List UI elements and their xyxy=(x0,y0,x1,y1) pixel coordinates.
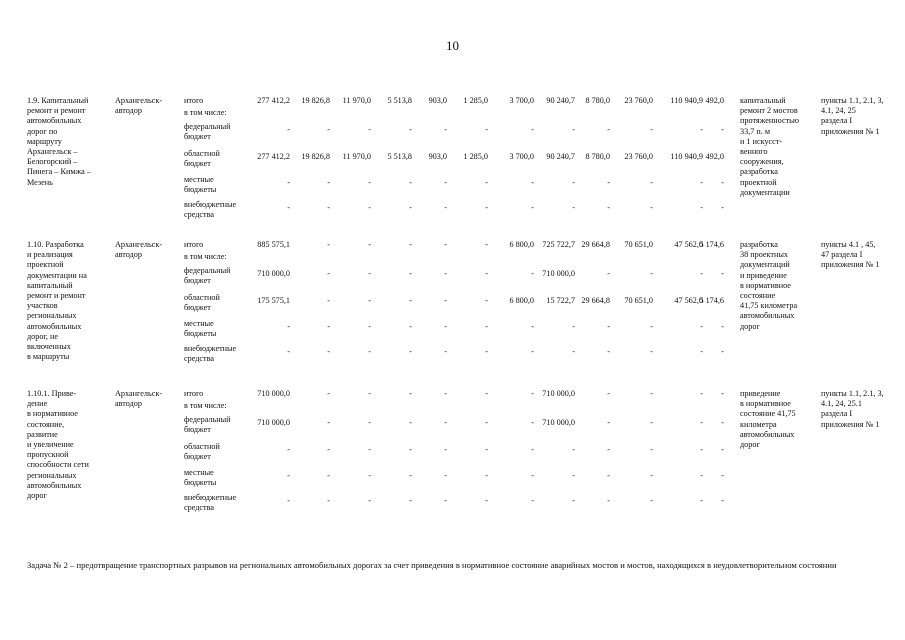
row-label: областной бюджет xyxy=(184,149,220,169)
table-cell: 492,0 xyxy=(705,152,724,161)
table-cell: - xyxy=(368,418,371,427)
table-cell: - xyxy=(409,203,412,212)
table-cell: - xyxy=(607,471,610,480)
table-cell: 90 240,7 xyxy=(546,152,575,161)
table-cell: 11 970,0 xyxy=(342,96,371,105)
table-cell: 29 664,8 xyxy=(581,240,610,249)
row-label: областной бюджет xyxy=(184,293,220,313)
table-cell: 885 575,1 xyxy=(257,240,290,249)
table-cell: - xyxy=(327,322,330,331)
table-cell: - xyxy=(700,389,703,398)
table-cell: - xyxy=(409,296,412,305)
table-cell: 70 651,0 xyxy=(624,240,653,249)
section-executor: Архангельск- автодор xyxy=(115,96,163,116)
table-cell: - xyxy=(607,445,610,454)
table-cell: - xyxy=(368,240,371,249)
table-cell: 110 940,9 xyxy=(670,152,703,161)
table-cell: - xyxy=(650,178,653,187)
table-cell: - xyxy=(700,203,703,212)
table-cell: 5 174,6 xyxy=(699,296,724,305)
table-cell: - xyxy=(650,418,653,427)
row-label: местные бюджеты xyxy=(184,175,217,195)
table-cell: 710 000,0 xyxy=(257,389,290,398)
table-cell: - xyxy=(444,322,447,331)
table-cell: - xyxy=(721,471,724,480)
row-label: в том числе: xyxy=(184,401,227,410)
section-reference: пункты 1.1, 2.1, 3, 4.1, 24, 25 раздела I приложения № 1 xyxy=(821,96,884,136)
table-cell: 725 722,7 xyxy=(542,240,575,249)
table-cell: - xyxy=(721,178,724,187)
section-executor: Архангельск- автодор xyxy=(115,389,163,409)
table-cell: - xyxy=(572,445,575,454)
table-cell: - xyxy=(287,178,290,187)
table-cell: 175 575,1 xyxy=(257,296,290,305)
table-cell: - xyxy=(287,322,290,331)
table-cell: 903,0 xyxy=(428,152,447,161)
table-cell: - xyxy=(531,203,534,212)
table-cell: - xyxy=(327,296,330,305)
table-cell: - xyxy=(368,178,371,187)
table-cell: 11 970,0 xyxy=(342,152,371,161)
table-cell: - xyxy=(700,125,703,134)
table-cell: - xyxy=(721,389,724,398)
table-cell: - xyxy=(531,178,534,187)
table-cell: - xyxy=(287,347,290,356)
table-cell: - xyxy=(485,322,488,331)
table-cell: - xyxy=(650,389,653,398)
table-cell: - xyxy=(572,178,575,187)
table-cell: - xyxy=(531,496,534,505)
table-cell: - xyxy=(485,418,488,427)
section-result: разработка 38 проектных документаций и приведение в нормативное состояние 41,75 километра автомобильных дорог xyxy=(740,240,798,331)
table-cell: - xyxy=(572,203,575,212)
table-cell: - xyxy=(700,496,703,505)
table-cell: - xyxy=(607,389,610,398)
table-cell: - xyxy=(721,269,724,278)
table-cell: 8 780,0 xyxy=(585,152,610,161)
table-cell: - xyxy=(485,445,488,454)
table-cell: - xyxy=(721,347,724,356)
table-cell: - xyxy=(700,269,703,278)
row-label: итого xyxy=(184,389,204,398)
row-label: итого xyxy=(184,240,204,249)
table-cell: - xyxy=(327,125,330,134)
table-cell: - xyxy=(700,445,703,454)
table-cell: - xyxy=(444,471,447,480)
table-cell: 3 700,0 xyxy=(509,96,534,105)
table-cell: - xyxy=(368,347,371,356)
table-cell: 5 513,8 xyxy=(387,96,412,105)
table-cell: 47 562,0 xyxy=(674,240,703,249)
table-cell: - xyxy=(327,496,330,505)
table-cell: - xyxy=(572,125,575,134)
row-label: итого xyxy=(184,96,204,105)
section-title: 1.10. Разработка и реализация проектной документации на капитальный ремонт и ремонт участков региональных автомобильных дорог, не включенных в маршруты xyxy=(27,240,87,362)
section-executor: Архангельск- автодор xyxy=(115,240,163,260)
table-cell: - xyxy=(287,496,290,505)
table-cell: - xyxy=(531,445,534,454)
table-cell: 8 780,0 xyxy=(585,96,610,105)
section-reference: пункты 4.1 , 45, 47 раздела I приложения № 1 xyxy=(821,240,880,270)
table-cell: - xyxy=(650,322,653,331)
row-label: внебюджетные средства xyxy=(184,344,237,364)
row-label: федеральный бюджет xyxy=(184,415,231,435)
table-cell: 1 285,0 xyxy=(463,152,488,161)
table-cell: 1 285,0 xyxy=(463,96,488,105)
section-title: 1.10.1. Приве- дение в нормативное состояние, развитие и увеличение пропускной способности сети региональных автомобильных дорог xyxy=(27,389,89,501)
table-cell: - xyxy=(531,389,534,398)
table-cell: 47 562,0 xyxy=(674,296,703,305)
table-cell: - xyxy=(531,322,534,331)
table-cell: 903,0 xyxy=(428,96,447,105)
table-cell: - xyxy=(607,178,610,187)
row-label: областной бюджет xyxy=(184,442,220,462)
table-cell: - xyxy=(368,203,371,212)
table-cell: 6 800,0 xyxy=(509,240,534,249)
table-cell: - xyxy=(444,445,447,454)
table-cell: - xyxy=(700,418,703,427)
table-cell: - xyxy=(531,269,534,278)
table-cell: - xyxy=(531,347,534,356)
table-cell: - xyxy=(721,322,724,331)
table-cell: 710 000,0 xyxy=(542,269,575,278)
table-cell: - xyxy=(327,445,330,454)
row-label: внебюджетные средства xyxy=(184,493,237,513)
table-cell: - xyxy=(531,125,534,134)
table-cell: 5 513,8 xyxy=(387,152,412,161)
table-cell: - xyxy=(287,471,290,480)
table-cell: 6 800,0 xyxy=(509,296,534,305)
table-cell: - xyxy=(444,389,447,398)
table-cell: - xyxy=(607,269,610,278)
table-cell: 277 412,2 xyxy=(257,152,290,161)
table-cell: - xyxy=(607,125,610,134)
table-cell: - xyxy=(572,496,575,505)
table-cell: - xyxy=(607,496,610,505)
table-cell: - xyxy=(607,418,610,427)
table-cell: 23 760,0 xyxy=(624,152,653,161)
section-result: капитальный ремонт 2 мостов протяженностью 33,7 п. м и 1 искусст- венного сооружения, разработка проектной документации xyxy=(740,96,800,197)
section-reference: пункты 1.1, 2.1, 3, 4.1, 24, 25.1 раздела I приложения № 1 xyxy=(821,389,884,429)
row-label: внебюджетные средства xyxy=(184,200,237,220)
table-cell: - xyxy=(287,203,290,212)
row-label: в том числе: xyxy=(184,252,227,261)
table-cell: - xyxy=(409,418,412,427)
table-cell: - xyxy=(650,203,653,212)
row-label: федеральный бюджет xyxy=(184,122,231,142)
table-cell: - xyxy=(327,203,330,212)
table-cell: 110 940,9 xyxy=(670,96,703,105)
table-cell: - xyxy=(700,178,703,187)
table-cell: - xyxy=(368,445,371,454)
table-cell: - xyxy=(444,496,447,505)
table-cell: - xyxy=(485,178,488,187)
table-cell: - xyxy=(444,418,447,427)
table-cell: - xyxy=(721,125,724,134)
row-label: местные бюджеты xyxy=(184,319,217,339)
table-cell: - xyxy=(409,178,412,187)
table-cell: - xyxy=(607,347,610,356)
section-title: 1.9. Капитальный ремонт и ремонт автомобильных дорог по маршруту Архангельск – Белогорский – Пинега – Кимжа – Мезень xyxy=(27,96,91,187)
section-result: приведение в нормативное состояние 41,75 километра автомобильных дорог xyxy=(740,389,796,450)
table-cell: - xyxy=(700,322,703,331)
table-cell: - xyxy=(409,389,412,398)
table-cell: - xyxy=(650,269,653,278)
table-cell: - xyxy=(327,418,330,427)
table-cell: - xyxy=(327,347,330,356)
table-cell: - xyxy=(444,178,447,187)
table-cell: - xyxy=(409,496,412,505)
table-cell: - xyxy=(368,389,371,398)
table-cell: - xyxy=(650,347,653,356)
row-label: федеральный бюджет xyxy=(184,266,231,286)
table-cell: - xyxy=(368,471,371,480)
table-cell: - xyxy=(327,240,330,249)
table-cell: 277 412,2 xyxy=(257,96,290,105)
table-cell: - xyxy=(368,496,371,505)
table-cell: 19 826,8 xyxy=(301,152,330,161)
table-cell: 29 664,8 xyxy=(581,296,610,305)
table-cell: 23 760,0 xyxy=(624,96,653,105)
table-cell: - xyxy=(287,125,290,134)
table-cell: - xyxy=(485,269,488,278)
table-cell: - xyxy=(650,445,653,454)
table-cell: - xyxy=(409,322,412,331)
table-cell: - xyxy=(485,471,488,480)
table-cell: 19 826,8 xyxy=(301,96,330,105)
table-cell: 710 000,0 xyxy=(257,269,290,278)
table-cell: 70 651,0 xyxy=(624,296,653,305)
task-description: Задача № 2 – предотвращение транспортных разрывов на региональных автомобильных дорогах за счет приведения в нормативное состояние аварийных мостов и мостов, находящихся в неудовлетворительном состоянии xyxy=(27,560,837,570)
table-cell: - xyxy=(409,471,412,480)
table-cell: - xyxy=(485,347,488,356)
table-cell: - xyxy=(700,347,703,356)
table-cell: - xyxy=(368,322,371,331)
table-cell: - xyxy=(444,347,447,356)
table-cell: - xyxy=(327,389,330,398)
table-cell: - xyxy=(650,496,653,505)
table-cell: - xyxy=(485,240,488,249)
table-cell: 710 000,0 xyxy=(542,389,575,398)
table-cell: - xyxy=(409,347,412,356)
table-cell: - xyxy=(531,418,534,427)
row-label: местные бюджеты xyxy=(184,468,217,488)
table-cell: - xyxy=(368,125,371,134)
table-cell: - xyxy=(572,322,575,331)
table-cell: - xyxy=(700,471,703,480)
table-cell: 5 174,6 xyxy=(699,240,724,249)
table-cell: - xyxy=(287,445,290,454)
table-cell: - xyxy=(327,269,330,278)
table-cell: 3 700,0 xyxy=(509,152,534,161)
table-cell: 90 240,7 xyxy=(546,96,575,105)
table-cell: - xyxy=(650,471,653,480)
table-cell: 710 000,0 xyxy=(542,418,575,427)
table-cell: - xyxy=(444,240,447,249)
table-cell: - xyxy=(368,296,371,305)
table-cell: - xyxy=(409,269,412,278)
table-cell: - xyxy=(368,269,371,278)
table-cell: - xyxy=(721,418,724,427)
table-cell: - xyxy=(721,496,724,505)
table-cell: - xyxy=(485,296,488,305)
page-number: 10 xyxy=(446,38,459,53)
table-cell: - xyxy=(485,389,488,398)
table-cell: - xyxy=(721,203,724,212)
table-cell: - xyxy=(531,471,534,480)
table-cell: - xyxy=(409,445,412,454)
table-cell: - xyxy=(409,240,412,249)
table-cell: - xyxy=(721,445,724,454)
table-cell: - xyxy=(409,125,412,134)
table-cell: - xyxy=(607,203,610,212)
table-cell: - xyxy=(444,125,447,134)
table-cell: - xyxy=(607,322,610,331)
table-cell: - xyxy=(444,296,447,305)
table-cell: - xyxy=(327,471,330,480)
table-cell: - xyxy=(327,178,330,187)
table-cell: 15 722,7 xyxy=(546,296,575,305)
table-cell: - xyxy=(650,125,653,134)
table-cell: - xyxy=(572,347,575,356)
table-cell: 492,0 xyxy=(705,96,724,105)
table-cell: - xyxy=(572,471,575,480)
table-cell: - xyxy=(485,203,488,212)
table-cell: 710 000,0 xyxy=(257,418,290,427)
table-cell: - xyxy=(444,203,447,212)
table-cell: - xyxy=(485,125,488,134)
table-cell: - xyxy=(485,496,488,505)
table-cell: - xyxy=(444,269,447,278)
row-label: в том числе: xyxy=(184,108,227,117)
